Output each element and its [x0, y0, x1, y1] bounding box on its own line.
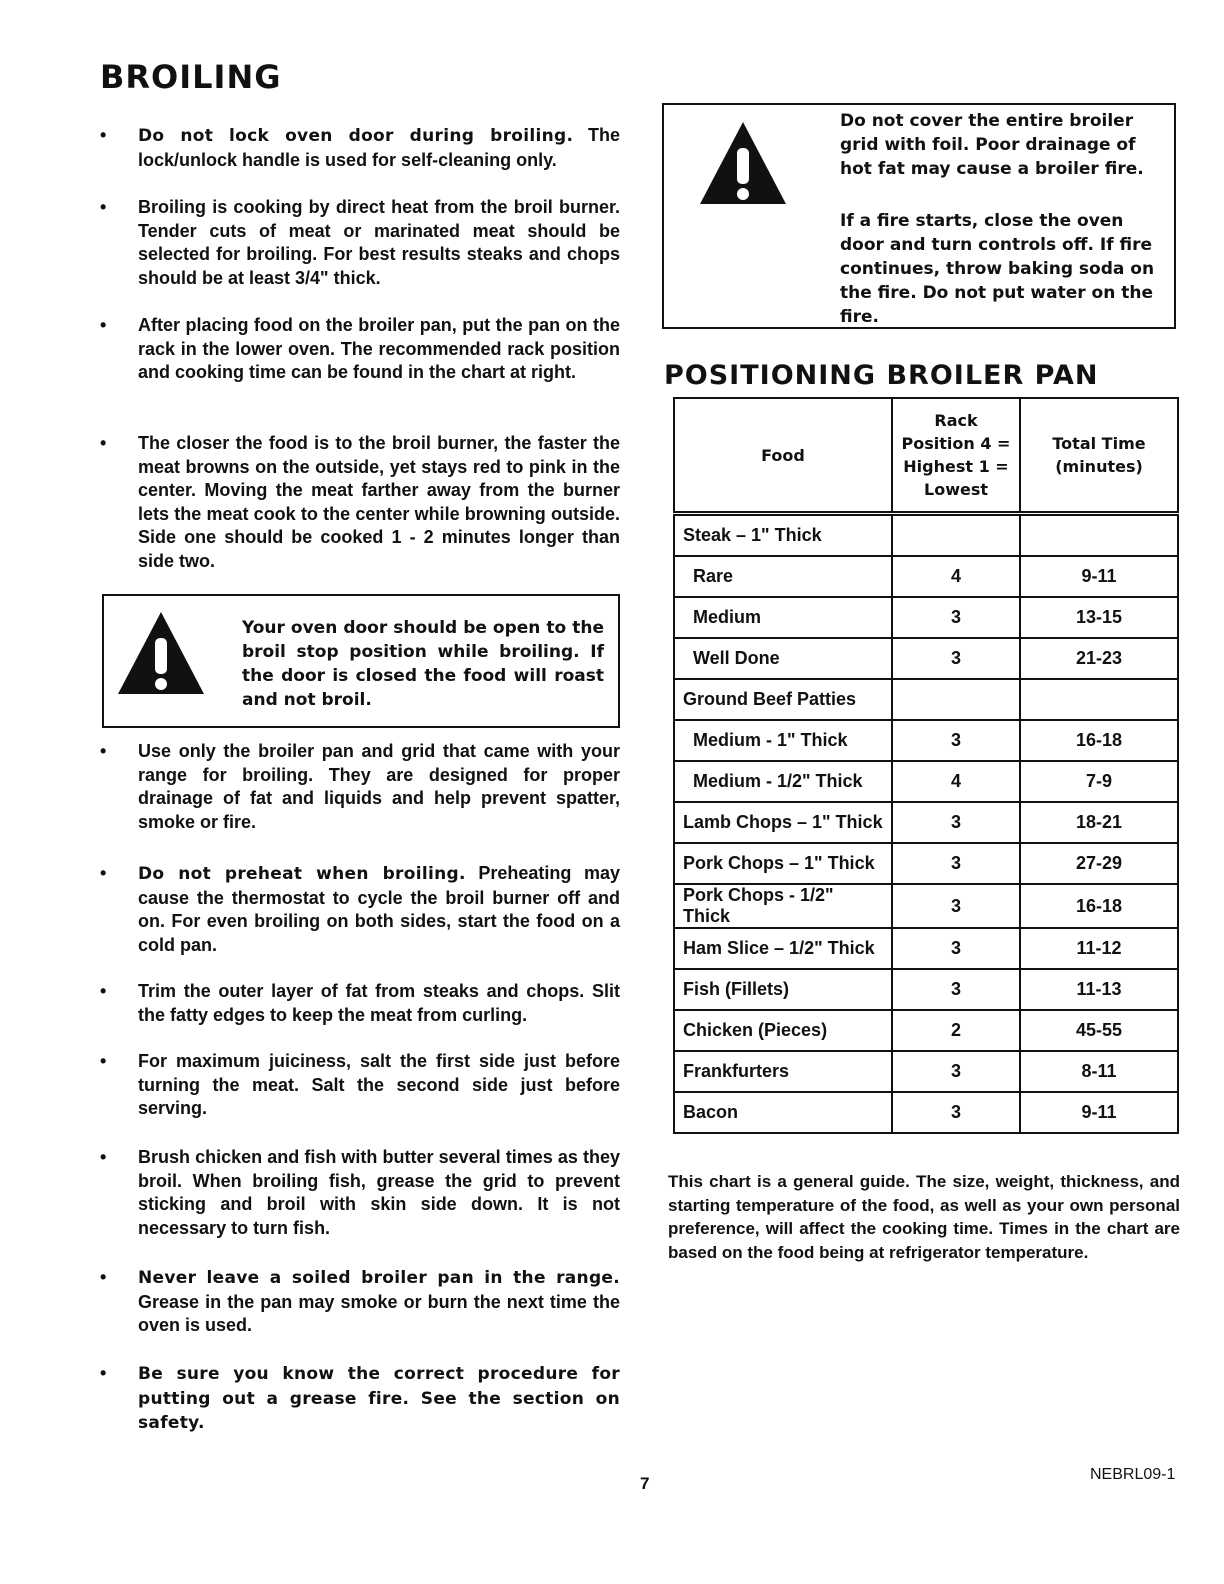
cell-food: Ground Beef Patties — [674, 679, 892, 720]
table-row — [674, 969, 1178, 1010]
cell-food: Steak – 1" Thick — [674, 514, 892, 557]
bullet-item — [100, 740, 620, 834]
cell-food: Pork Chops – 1" Thick — [674, 843, 892, 884]
cell-rack — [892, 679, 1020, 720]
bullet-text — [138, 196, 620, 290]
cell-food: Well Done — [674, 638, 892, 679]
bullet-item — [100, 1266, 620, 1338]
warning-fire-text-1: Do not cover the entire broiler grid with foil. Poor drainage of hot fat may cause a broiler fire. — [840, 111, 1144, 179]
cell-food: Medium - 1/2" Thick — [674, 761, 892, 802]
bullet-dot: • — [100, 125, 107, 145]
cell-rack: 3 — [892, 638, 1020, 679]
bullet-item — [100, 124, 620, 172]
bullet-item — [100, 1362, 620, 1436]
broiling-chart — [673, 397, 1179, 1134]
cell-rack: 3 — [892, 928, 1020, 969]
bullet-dot: • — [100, 1051, 107, 1071]
bullet-body: Trim the outer layer of fat from steaks and chops. Slit the fatty edges to keep the meat from curling. — [138, 981, 620, 1025]
cell-time: 27-29 — [1020, 843, 1178, 884]
warning-box-door — [102, 594, 620, 728]
bullet-text — [138, 862, 620, 957]
cell-rack: 3 — [892, 884, 1020, 928]
bullet-body: The lock/unlock handle is used for self-cleaning only. — [138, 125, 620, 170]
bullet-body: Preheating may cause the thermostat to cycle the broil burner off and on. For even broiling on both sides, start the food on a cold pan. — [138, 863, 620, 955]
bullet-text — [138, 432, 620, 574]
bullet-item — [100, 314, 620, 385]
cell-time: 13-15 — [1020, 597, 1178, 638]
cell-rack — [892, 514, 1020, 557]
cell-food: Frankfurters — [674, 1051, 892, 1092]
bullet-item — [100, 1050, 620, 1121]
table-row — [674, 720, 1178, 761]
cell-rack: 3 — [892, 969, 1020, 1010]
bullet-text — [138, 314, 620, 385]
table-row — [674, 802, 1178, 843]
cell-food: Ham Slice – 1/2" Thick — [674, 928, 892, 969]
page-number: 7 — [640, 1474, 650, 1493]
bullet-dot: • — [100, 1267, 107, 1287]
cell-time: 7-9 — [1020, 761, 1178, 802]
bullet-text — [138, 124, 620, 172]
cell-time: 8-11 — [1020, 1051, 1178, 1092]
bullet-text — [138, 1362, 620, 1436]
bullet-dot: • — [100, 981, 107, 1001]
cell-food: Medium - 1" Thick — [674, 720, 892, 761]
bullet-text — [138, 1146, 620, 1240]
table-row — [674, 843, 1178, 884]
table-row — [674, 638, 1178, 679]
bullet-body: Brush chicken and fish with butter several times as they broil. When broiling fish, grease the grid to prevent sticking and broil with skin side down. It is not necessary to turn fish. — [138, 1147, 620, 1238]
table-row — [674, 1092, 1178, 1133]
bullet-body: The closer the food is to the broil burner, the faster the meat browns on the outside, yet stays red to pink in the center. Moving the meat farther away from the burner lets the meat cook to the center while browning outside. Side one should be cooked 1 - 2 minutes longer than side two. — [138, 433, 620, 571]
table-row — [674, 884, 1178, 928]
bullet-body: Use only the broiler pan and grid that came with your range for broiling. They are designed for proper drainage of fat and liquids and help prevent spatter, smoke or fire. — [138, 741, 620, 832]
bullet-dot: • — [100, 433, 107, 453]
bullet-body: After placing food on the broiler pan, put the pan on the rack in the lower oven. The recommended rack position and cooking time can be found in the chart at right. — [138, 315, 620, 383]
warning-box-fire — [662, 103, 1176, 329]
cell-time: 11-13 — [1020, 969, 1178, 1010]
table-row — [674, 1010, 1178, 1051]
cell-time: 16-18 — [1020, 884, 1178, 928]
cell-food: Rare — [674, 556, 892, 597]
cell-rack: 3 — [892, 720, 1020, 761]
cell-time: 9-11 — [1020, 556, 1178, 597]
bullet-dot: • — [100, 315, 107, 335]
cell-rack: 3 — [892, 597, 1020, 638]
table-row — [674, 679, 1178, 720]
cell-food: Bacon — [674, 1092, 892, 1133]
bullet-text — [138, 1266, 620, 1338]
cell-food: Chicken (Pieces) — [674, 1010, 892, 1051]
bullet-bold: Do not lock oven door during broiling. — [138, 126, 574, 146]
header-food: Food — [674, 398, 892, 514]
bullet-dot: • — [100, 1363, 107, 1383]
bullet-bold: Be sure you know the correct procedure for putting out a grease fire. See the section on safety. — [138, 1364, 620, 1434]
section-title: POSITIONING BROILER PAN — [664, 360, 1099, 391]
warning-door-text: Your oven door should be open to the broil stop position while broiling. If the door is closed the food will roast and not broil. — [242, 618, 604, 710]
bullet-dot: • — [100, 197, 107, 217]
bullet-dot: • — [100, 1147, 107, 1167]
doc-code: NEBRL09-1 — [1090, 1466, 1176, 1483]
header-rack: Rack Position 4 = Highest 1 = Lowest — [892, 398, 1020, 514]
warning-triangle-icon — [116, 610, 206, 698]
warning-fire-text-2: If a fire starts, close the oven door and turn controls off. If fire continues, throw baking soda on the fire. Do not put water on the fire. — [840, 211, 1155, 327]
warning-triangle-icon — [698, 119, 788, 209]
bullet-item — [100, 980, 620, 1027]
cell-rack: 2 — [892, 1010, 1020, 1051]
bullet-bold: Do not preheat when broiling. — [138, 864, 466, 884]
cell-food: Pork Chops - 1/2" Thick — [674, 884, 892, 928]
bullet-body: Broiling is cooking by direct heat from the broil burner. Tender cuts of meat or marinated meat should be selected for broiling. For best results steaks and chops should be at least 3/4" thick. — [138, 197, 620, 288]
cell-time: 18-21 — [1020, 802, 1178, 843]
bullet-item — [100, 196, 620, 290]
table-row — [674, 761, 1178, 802]
page-title: BROILING — [100, 58, 282, 96]
bullet-text — [138, 740, 620, 834]
cell-rack: 3 — [892, 1051, 1020, 1092]
table-row — [674, 514, 1178, 557]
cell-time: 21-23 — [1020, 638, 1178, 679]
table-row — [674, 556, 1178, 597]
cell-food: Fish (Fillets) — [674, 969, 892, 1010]
cell-rack: 4 — [892, 556, 1020, 597]
bullet-text — [138, 980, 620, 1027]
bullet-dot: • — [100, 741, 107, 761]
cell-food: Lamb Chops – 1" Thick — [674, 802, 892, 843]
bullet-item — [100, 862, 620, 957]
cell-time — [1020, 679, 1178, 720]
bullet-body: Grease in the pan may smoke or burn the next time the oven is used. — [138, 1291, 620, 1336]
cell-rack: 3 — [892, 802, 1020, 843]
cell-rack: 3 — [892, 843, 1020, 884]
table-row — [674, 1051, 1178, 1092]
bullet-item — [100, 1146, 620, 1240]
cell-time: 45-55 — [1020, 1010, 1178, 1051]
header-time: Total Time (minutes) — [1020, 398, 1178, 514]
table-row — [674, 928, 1178, 969]
bullet-body: For maximum juiciness, salt the first side just before turning the meat. Salt the second side just before serving. — [138, 1051, 620, 1119]
cell-rack: 4 — [892, 761, 1020, 802]
bullet-bold: Never leave a soiled broiler pan in the range. — [138, 1268, 620, 1288]
chart-note: This chart is a general guide. The size, weight, thickness, and starting temperature of the food, as well as your own personal preference, will affect the cooking time. Times in the chart are based on the food being at refrigerator temperature. — [668, 1172, 1180, 1262]
cell-food: Medium — [674, 597, 892, 638]
bullet-dot: • — [100, 863, 107, 883]
cell-rack: 3 — [892, 1092, 1020, 1133]
cell-time: 11-12 — [1020, 928, 1178, 969]
bullet-text — [138, 1050, 620, 1121]
table-row — [674, 597, 1178, 638]
cell-time: 16-18 — [1020, 720, 1178, 761]
cell-time: 9-11 — [1020, 1092, 1178, 1133]
cell-time — [1020, 514, 1178, 557]
bullet-item — [100, 432, 620, 574]
